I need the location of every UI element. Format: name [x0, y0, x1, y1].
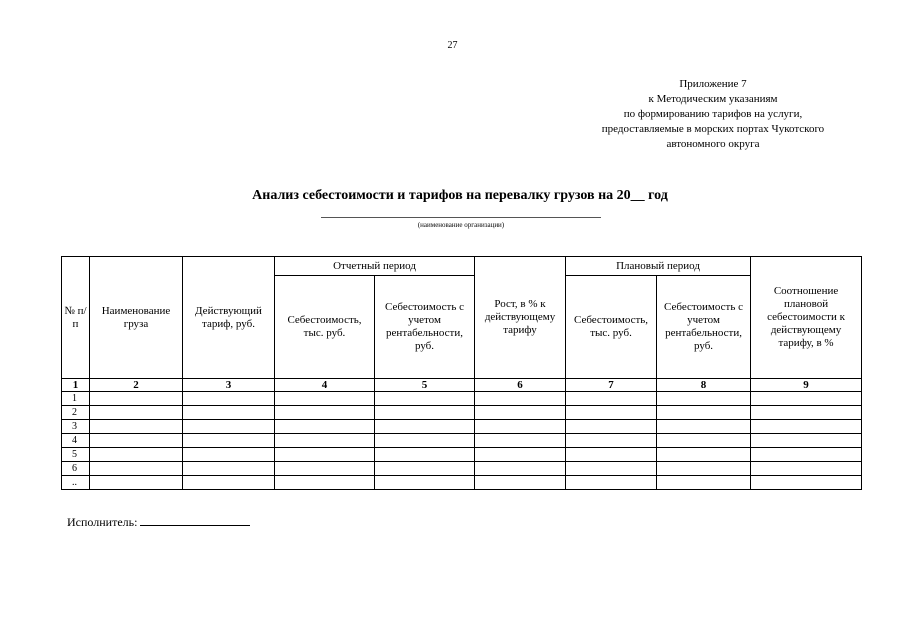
column-number: 8 [657, 379, 751, 392]
table-row [62, 392, 862, 406]
table-cell [475, 462, 566, 476]
table-cell [375, 448, 475, 462]
row-number: 5 [62, 448, 90, 462]
table-cell [751, 392, 862, 406]
appendix-block [578, 77, 848, 152]
table-cell [657, 434, 751, 448]
appendix-line: к Методическим указаниям [648, 93, 778, 105]
table-row [62, 420, 862, 434]
row-number: 2 [62, 406, 90, 420]
table-row [62, 476, 862, 490]
table-cell [566, 448, 657, 462]
table-cell [751, 434, 862, 448]
table-cell [183, 434, 275, 448]
organization-caption: (наименование организации) [417, 221, 505, 229]
column-number: 4 [275, 379, 375, 392]
table-cell [275, 462, 375, 476]
table-cell [375, 434, 475, 448]
header-planned-period: Плановый период [566, 257, 751, 276]
organization-name-line [321, 217, 601, 218]
column-number-row [62, 379, 862, 392]
header-report-cost-profitability: Себестоимость с учетом рентабельности, руб. [375, 276, 475, 379]
appendix-line: предоставляемые в морских портах Чукотского [601, 123, 825, 135]
table-cell [566, 476, 657, 490]
table-cell [566, 434, 657, 448]
column-number: 5 [375, 379, 475, 392]
document-title: Анализ себестоимости и тарифов на перевалку грузов на 20__ год [252, 188, 668, 203]
table-cell [375, 392, 475, 406]
table-cell [90, 476, 183, 490]
table-cell [375, 420, 475, 434]
column-number: 3 [183, 379, 275, 392]
table-cell [657, 476, 751, 490]
table-cell [275, 434, 375, 448]
row-number: 3 [62, 420, 90, 434]
column-number: 6 [475, 379, 566, 392]
table-cell [375, 462, 475, 476]
table-cell [275, 476, 375, 490]
table-cell [475, 448, 566, 462]
table-cell [183, 392, 275, 406]
appendix-line: автономного округа [666, 138, 760, 150]
appendix-line: по формированию тарифов на услуги, [623, 108, 803, 120]
column-number: 1 [62, 379, 90, 392]
row-number: 1 [62, 392, 90, 406]
column-number: 7 [566, 379, 657, 392]
header-cost-ratio: Соотношение плановой себестоимости к действующему тарифу, в % [751, 257, 862, 379]
table-cell [566, 462, 657, 476]
table-cell [751, 448, 862, 462]
table-cell [751, 420, 862, 434]
table-cell [183, 462, 275, 476]
table-cell [657, 406, 751, 420]
header-plan-cost: Себестоимость, тыс. руб. [566, 276, 657, 379]
table-cell [183, 476, 275, 490]
table-cell [657, 462, 751, 476]
table-cell [90, 462, 183, 476]
executor-signature [67, 513, 250, 530]
header-reporting-period: Отчетный период [275, 257, 475, 276]
table-row [62, 434, 862, 448]
column-number: 9 [751, 379, 862, 392]
appendix-line: Приложение 7 [679, 78, 747, 90]
table-cell [90, 406, 183, 420]
table-cell [751, 476, 862, 490]
table-cell [275, 420, 375, 434]
table-cell [183, 406, 275, 420]
header-plan-cost-profitability: Себестоимость с учетом рентабельности, руб. [657, 276, 751, 379]
table-cell [375, 476, 475, 490]
table-cell [475, 392, 566, 406]
table-cell [375, 406, 475, 420]
table-cell [275, 406, 375, 420]
table-cell [275, 448, 375, 462]
header-row-number: № п/п [62, 257, 90, 379]
cost-tariff-table [61, 256, 862, 490]
executor-signature-line [140, 513, 250, 526]
table-cell [90, 420, 183, 434]
table-cell [183, 448, 275, 462]
table-cell [566, 420, 657, 434]
column-number: 2 [90, 379, 183, 392]
table-cell [566, 392, 657, 406]
table-cell [475, 420, 566, 434]
table-cell [566, 406, 657, 420]
table-row [62, 406, 862, 420]
table-cell [475, 434, 566, 448]
row-number: 6 [62, 462, 90, 476]
row-number: .. [62, 476, 90, 490]
table-cell [475, 476, 566, 490]
table-cell [657, 420, 751, 434]
table-cell [657, 448, 751, 462]
page-number: 27 [447, 40, 458, 51]
table-cell [275, 392, 375, 406]
header-current-tariff: Действующий тариф, руб. [183, 257, 275, 379]
table-row [62, 448, 862, 462]
table-cell [90, 434, 183, 448]
table-row [62, 462, 862, 476]
header-report-cost: Себестоимость, тыс. руб. [275, 276, 375, 379]
row-number: 4 [62, 434, 90, 448]
table-cell [751, 462, 862, 476]
header-growth-percent: Рост, в % к действующему тарифу [475, 257, 566, 379]
table-cell [475, 406, 566, 420]
table-cell [90, 392, 183, 406]
executor-label: Исполнитель: [67, 515, 138, 529]
header-cargo-name: Наименование груза [90, 257, 183, 379]
table-cell [751, 406, 862, 420]
table-cell [183, 420, 275, 434]
table-cell [90, 448, 183, 462]
table-cell [657, 392, 751, 406]
